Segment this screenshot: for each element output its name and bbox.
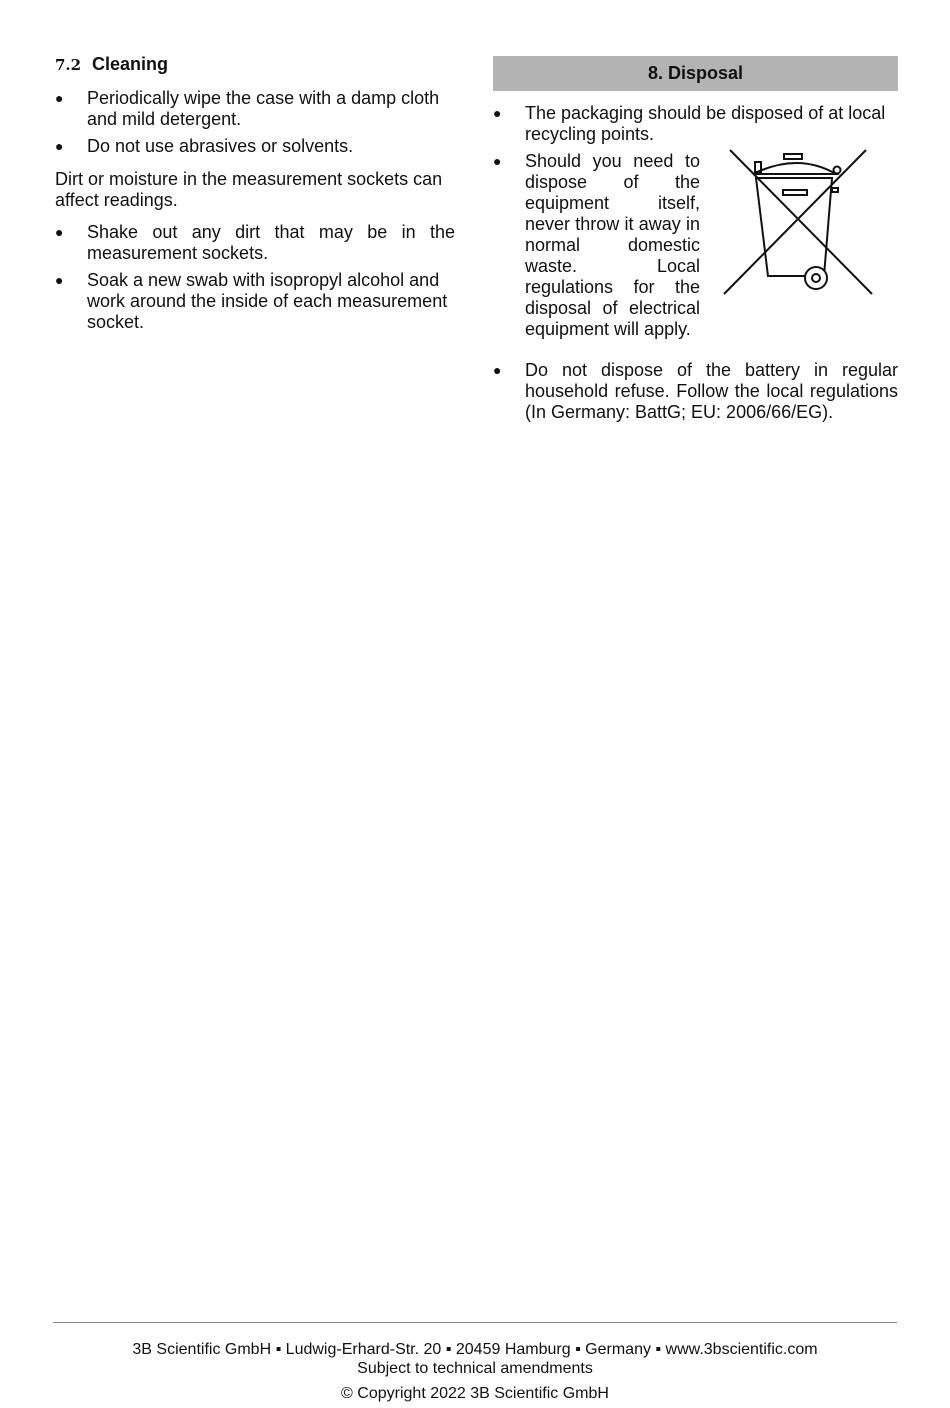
bullet-icon: ● — [493, 105, 502, 121]
section-number: 7.2 — [55, 56, 82, 74]
footer-address: 3B Scientific GmbH ▪ Ludwig-Erhard-Str. 20 ▪ 20459 Hamburg ▪ Germany ▪ www.3bscientific.com — [132, 1341, 818, 1358]
list-item-text: Should you need to dispose of the equipment itself, never throw it away in normal domestic waste. Local regulations for the disposal of electrical equipment will apply. — [525, 151, 700, 339]
list-item-text: Soak a new swab with isopropyl alcohol and work around the inside of each measurement socket. — [87, 270, 448, 332]
bullet-icon: ● — [55, 138, 64, 154]
section-title: Cleaning — [92, 54, 169, 74]
bullet-icon: ● — [55, 224, 64, 240]
bullet-icon: ● — [55, 272, 64, 288]
footer-copyright: © Copyright 2022 3B Scientific GmbH — [341, 1385, 609, 1402]
crossed-out-wheelie-bin-icon — [720, 148, 875, 296]
list-item-text: Shake out any dirt that may be in the measurement sockets. — [87, 222, 455, 263]
list-item-text: Do not dispose of the battery in regular household refuse. Follow the local regulations (In Germany: BattG; EU: 2006/66/EG). — [525, 360, 898, 422]
paragraph: Dirt or moisture in the measurement sockets can affect readings. — [55, 169, 443, 210]
bullet-icon: ● — [493, 362, 502, 378]
list-item-text: Do not use abrasives or solvents. — [87, 136, 354, 156]
disposal-heading: 8. Disposal — [493, 56, 898, 91]
footer-amendments: Subject to technical amendments — [357, 1360, 593, 1377]
bullet-icon: ● — [493, 153, 502, 169]
list-item-text: Periodically wipe the case with a damp cloth and mild detergent. — [87, 88, 440, 129]
footer-divider — [53, 1322, 897, 1323]
cleaning-heading — [55, 54, 168, 75]
bullet-icon: ● — [55, 90, 64, 106]
list-item-text: The packaging should be disposed of at local recycling points. — [525, 103, 886, 144]
